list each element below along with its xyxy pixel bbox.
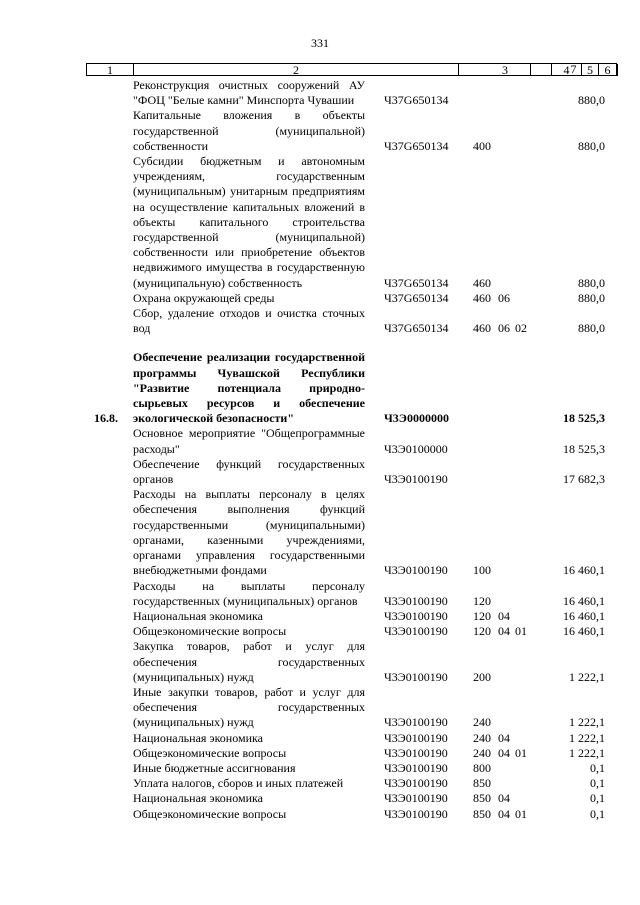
row-description: Основное мероприятие "Общепрограммные расходы" bbox=[133, 426, 365, 456]
row-target-code: Ч3Э0100190 bbox=[384, 593, 448, 608]
row-amount: 18 525,3 bbox=[563, 411, 605, 426]
row-description: Охрана окружающей среды bbox=[133, 290, 275, 305]
row-subsection: 01 bbox=[515, 806, 527, 821]
row-amount: 880,0 bbox=[578, 321, 605, 336]
table-row bbox=[0, 685, 640, 731]
row-amount: 1 222,1 bbox=[569, 745, 605, 760]
row-number: 16.8. bbox=[94, 411, 118, 426]
row-amount: 16 460,1 bbox=[563, 593, 605, 608]
row-description: Сбор, удаление отходов и очистка сточных вод bbox=[133, 306, 365, 336]
row-target-code: Ч37G650134 bbox=[384, 290, 449, 305]
row-amount: 1 222,1 bbox=[569, 669, 605, 684]
page-number: 331 bbox=[311, 36, 329, 50]
row-description: Капитальные вложения в объекты государственной (муниципальной) собственности bbox=[133, 108, 365, 153]
row-section: 04 bbox=[498, 806, 510, 821]
row-target-code: Ч3Э0100190 bbox=[384, 472, 448, 487]
header-col-6: 6 bbox=[598, 64, 616, 76]
row-amount: 18 525,3 bbox=[563, 441, 605, 456]
table-row bbox=[0, 426, 640, 456]
row-target-code: Ч3Э0100190 bbox=[384, 730, 448, 745]
row-expense-type: 850 bbox=[473, 791, 491, 806]
row-target-code: Ч3Э0100190 bbox=[384, 563, 448, 578]
table-row bbox=[0, 639, 640, 685]
table-row bbox=[0, 791, 640, 806]
table-row bbox=[0, 807, 640, 822]
row-target-code: Ч37G650134 bbox=[384, 275, 449, 290]
table-row bbox=[0, 609, 640, 624]
header-col-2: 2 bbox=[133, 64, 458, 76]
row-expense-type: 460 bbox=[473, 275, 491, 290]
row-target-code: Ч3Э0100190 bbox=[384, 669, 448, 684]
row-target-code: Ч37G650134 bbox=[384, 138, 449, 153]
row-expense-type: 240 bbox=[473, 730, 491, 745]
row-amount: 0,1 bbox=[590, 791, 605, 806]
row-description: Обеспечение функций государственных органов bbox=[133, 456, 365, 487]
row-subsection: 01 bbox=[515, 745, 527, 760]
row-amount: 0,1 bbox=[590, 806, 605, 821]
header-col-5: 5 bbox=[581, 64, 598, 76]
row-expense-type: 100 bbox=[473, 563, 491, 578]
row-description: Иные закупки товаров, работ и услуг для обеспечения государственных (муниципальных) нужд bbox=[133, 684, 365, 730]
row-expense-type: 460 bbox=[473, 290, 491, 305]
row-amount: 16 460,1 bbox=[563, 608, 605, 623]
row-description: Закупка товаров, работ и услуг для обеспечения государственных (муниципальных) нужд bbox=[133, 639, 365, 684]
row-expense-type: 200 bbox=[473, 669, 491, 684]
row-target-code: Ч3Э0100190 bbox=[384, 715, 448, 730]
header-col-1: 1 bbox=[86, 64, 133, 76]
header-col-7: 7 bbox=[530, 63, 617, 76]
budget-table-body bbox=[0, 78, 640, 822]
row-target-code: Ч3Э0100190 bbox=[384, 776, 448, 791]
row-target-code: Ч3Э0100190 bbox=[384, 624, 448, 639]
row-description: Субсидии бюджетным и автономным учреждениям, государственным (муниципальным) унитарным предприятиям на осуществление капитальных вложений в объекты капитального строительства государственной (муниципальной) собственности или приобретение объектов недвижимого имущества в государственную (муниципальную) собственность bbox=[133, 154, 365, 290]
row-description: Общеэкономические вопросы bbox=[133, 624, 287, 639]
row-expense-type: 400 bbox=[473, 138, 491, 153]
row-expense-type: 850 bbox=[473, 806, 491, 821]
row-description: Общеэкономические вопросы bbox=[133, 745, 287, 760]
row-target-code: Ч37G650134 bbox=[384, 321, 449, 336]
table-row bbox=[0, 776, 640, 791]
row-expense-type: 800 bbox=[473, 760, 491, 775]
row-amount: 0,1 bbox=[590, 776, 605, 791]
row-expense-type: 240 bbox=[473, 715, 491, 730]
row-description: Реконструкция очистных сооружений АУ "ФОЦ "Белые камни" Минспорта Чувашии bbox=[133, 78, 365, 108]
row-expense-type: 120 bbox=[473, 593, 491, 608]
row-subsection: 02 bbox=[515, 321, 527, 336]
row-amount: 880,0 bbox=[578, 290, 605, 305]
row-target-code: Ч3Э0100190 bbox=[384, 608, 448, 623]
row-target-code: Ч3Э0000000 bbox=[384, 411, 449, 426]
row-expense-type: 240 bbox=[473, 745, 491, 760]
row-section: 04 bbox=[498, 608, 510, 623]
row-amount: 16 460,1 bbox=[563, 563, 605, 578]
row-subsection: 01 bbox=[515, 624, 527, 639]
row-description: Общеэкономические вопросы bbox=[133, 806, 287, 821]
row-section: 06 bbox=[498, 290, 510, 305]
row-section: 04 bbox=[498, 791, 510, 806]
row-amount: 880,0 bbox=[578, 93, 605, 108]
row-expense-type: 120 bbox=[473, 608, 491, 623]
row-amount: 880,0 bbox=[578, 138, 605, 153]
row-amount: 17 682,3 bbox=[563, 472, 605, 487]
row-expense-type: 120 bbox=[473, 624, 491, 639]
table-row bbox=[0, 731, 640, 746]
table-row bbox=[0, 291, 640, 306]
row-section: 06 bbox=[498, 321, 510, 336]
row-target-code: Ч3Э0100190 bbox=[384, 806, 448, 821]
row-spacer bbox=[0, 336, 640, 350]
table-row bbox=[0, 78, 640, 108]
table-row bbox=[0, 108, 640, 154]
table-row bbox=[0, 306, 640, 336]
row-target-code: Ч3Э0100190 bbox=[384, 760, 448, 775]
header-col-4: 4 bbox=[551, 64, 581, 76]
row-amount: 1 222,1 bbox=[569, 730, 605, 745]
table-row bbox=[0, 746, 640, 761]
table-row bbox=[0, 487, 640, 578]
row-expense-type: 850 bbox=[473, 776, 491, 791]
row-description: Национальная экономика bbox=[133, 730, 263, 745]
row-description: Уплата налогов, сборов и иных платежей bbox=[133, 776, 344, 791]
row-description: Расходы на выплаты персоналу государственных (муниципальных) органов bbox=[133, 578, 365, 608]
row-amount: 16 460,1 bbox=[563, 624, 605, 639]
row-description: Обеспечение реализации государственной программы Чувашской Республики "Развитие потенциала природно-сырьевых ресурсов и обеспечение экологической безопасности" bbox=[133, 350, 365, 426]
table-row bbox=[0, 457, 640, 487]
row-target-code: Ч3Э0100190 bbox=[384, 745, 448, 760]
row-target-code: Ч37G650134 bbox=[384, 93, 449, 108]
row-section: 04 bbox=[498, 624, 510, 639]
row-description: Национальная экономика bbox=[133, 791, 263, 806]
row-amount: 880,0 bbox=[578, 275, 605, 290]
table-row bbox=[0, 624, 640, 639]
header-col-3: 3 bbox=[458, 64, 551, 76]
row-amount: 1 222,1 bbox=[569, 715, 605, 730]
row-target-code: Ч3Э0100190 bbox=[384, 791, 448, 806]
row-amount: 0,1 bbox=[590, 760, 605, 775]
row-section: 04 bbox=[498, 730, 510, 745]
row-description: Национальная экономика bbox=[133, 608, 263, 623]
table-row bbox=[0, 350, 640, 426]
row-target-code: Ч3Э0100000 bbox=[384, 441, 448, 456]
table-row bbox=[0, 154, 640, 291]
row-description: Расходы на выплаты персоналу в целях обеспечения выполнения функций государственными (муниципальными) органами, казенными учреждениями, органами управления государственными внебюджетными фондами bbox=[133, 487, 365, 578]
row-description: Иные бюджетные ассигнования bbox=[133, 760, 296, 775]
row-expense-type: 460 bbox=[473, 321, 491, 336]
table-row bbox=[0, 579, 640, 609]
row-section: 04 bbox=[498, 745, 510, 760]
table-row bbox=[0, 761, 640, 776]
